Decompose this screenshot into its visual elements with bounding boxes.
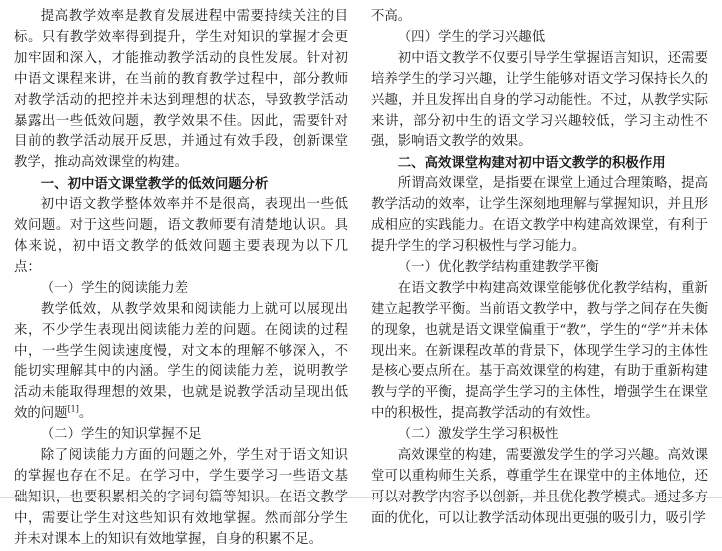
page-bottom-rule <box>0 497 722 498</box>
reading-ability-text: 教学低效，从教学效果和阅读能力上就可以展现出来，不少学生表现出阅读能力差的问题。在阅读的过程中，一些学生阅读速度慢，对文本的理解不够深入，不能切实理解其中的内涵。学生的阅读能力差，说明教学活动未能取得理想的效果，也就是说教学活动呈现出低效的问题 <box>14 301 348 422</box>
section-1-paragraph: 初中语文教学整体效率并不是很高，表现出一些低效问题。对于这些问题，语文教师要有清楚地认识。具体来说，初中语文教学的低效问题主要表现为以下几点： <box>14 197 348 275</box>
learning-interest-paragraph: 初中语文教学不仅要引导学生掌握语言知识，还需要培养学生的学习兴趣，让学生能够对语文学习保持长久的兴趣，并且发挥出自身的学习动能性。不过，从教学实际来讲，部分初中生的语文学习兴趣较低，学习主动性不强，影响语文教学的效果。 <box>371 50 708 150</box>
subheading-teaching-structure: （一）优化教学结构重建教学平衡 <box>397 259 599 275</box>
reading-ability-paragraph <box>14 300 348 425</box>
intro-paragraph: 提高教学效率是教育发展进程中需要持续关注的目标。只有教学效率得到提升，学生对知识的掌握才会更加牢固和深入，才能推动教学活动的良性发展。针对初中语文课程来讲，在当前的教育教学过程中，部分教师对教学活动的把控并未达到理想的状态，导致教学活动暴露出一些低效问题，教学效果不佳。因此，需要针对目前的教学活动展开反思，并通过有效手段，创新课堂教学，推动高效课堂的构建。 <box>14 9 348 171</box>
subheading-reading-ability: （一）学生的阅读能力差 <box>40 280 189 296</box>
right-column <box>371 7 708 530</box>
section-2-paragraph: 所谓高效课堂，是指要在课堂上通过合理策略，提高教学活动的效率，让学生深刻地理解与掌握知识，并且形成相应的实践能力。在语文教学中构建高效课堂，有利于提升学生的学习积极性与学习能力。 <box>371 176 708 254</box>
knowledge-mastery-paragraph: 除了阅读能力方面的问题之外，学生对于语文知识的掌握也存在不足。在学习中，学生要学习一些语文基础知识，也要积累相关的字词句篇等知识。在语文教学中，需要让学生对这些知识有效地掌握。然而部分学生并未对课本上的知识有效地掌握，自身的积累不足。 <box>14 448 348 547</box>
teaching-structure-paragraph: 在语文教学中构建高效课堂能够优化教学结构，重新建立起教学平衡。当前语文教学中，教与学之间存在失衡的现象，也就是语文课堂偏重于“教”，学生的“学”并未体现出来。在新课程改革的背景下，体现学生学习的主体性是核心要点所在。基于高效课堂的构建，有助于重新构建教与学的平衡，提高学生学习的主体性，增强学生在课堂中的积极性，提高教学活动的有效性。 <box>371 280 708 422</box>
citation-marker: [1] <box>67 404 79 414</box>
left-column <box>14 7 348 551</box>
section-heading-1: 一、初中语文课堂教学的低效问题分析 <box>40 176 269 193</box>
carryover-text: 不高。 <box>371 9 412 24</box>
section-heading-2: 二、高效课堂构建对初中语文教学的积极作用 <box>397 155 666 172</box>
student-motivation-paragraph: 高效课堂的构建，需要激发学生的学习兴趣。高效课堂可以重构师生关系，尊重学生在课堂中的主体地位，还可以对教学内容予以创新，并且优化教学模式。通过多方面的优化，可以让教学活动体现出更强的吸引力，吸引学 <box>371 448 708 526</box>
subheading-student-motivation: （二）激发学生学习积极性 <box>397 427 559 443</box>
subheading-learning-interest: （四）学生的学习兴趣低 <box>397 29 546 45</box>
reading-ability-end: 。 <box>78 406 93 422</box>
subheading-knowledge-mastery: （二）学生的知识掌握不足 <box>40 427 202 443</box>
